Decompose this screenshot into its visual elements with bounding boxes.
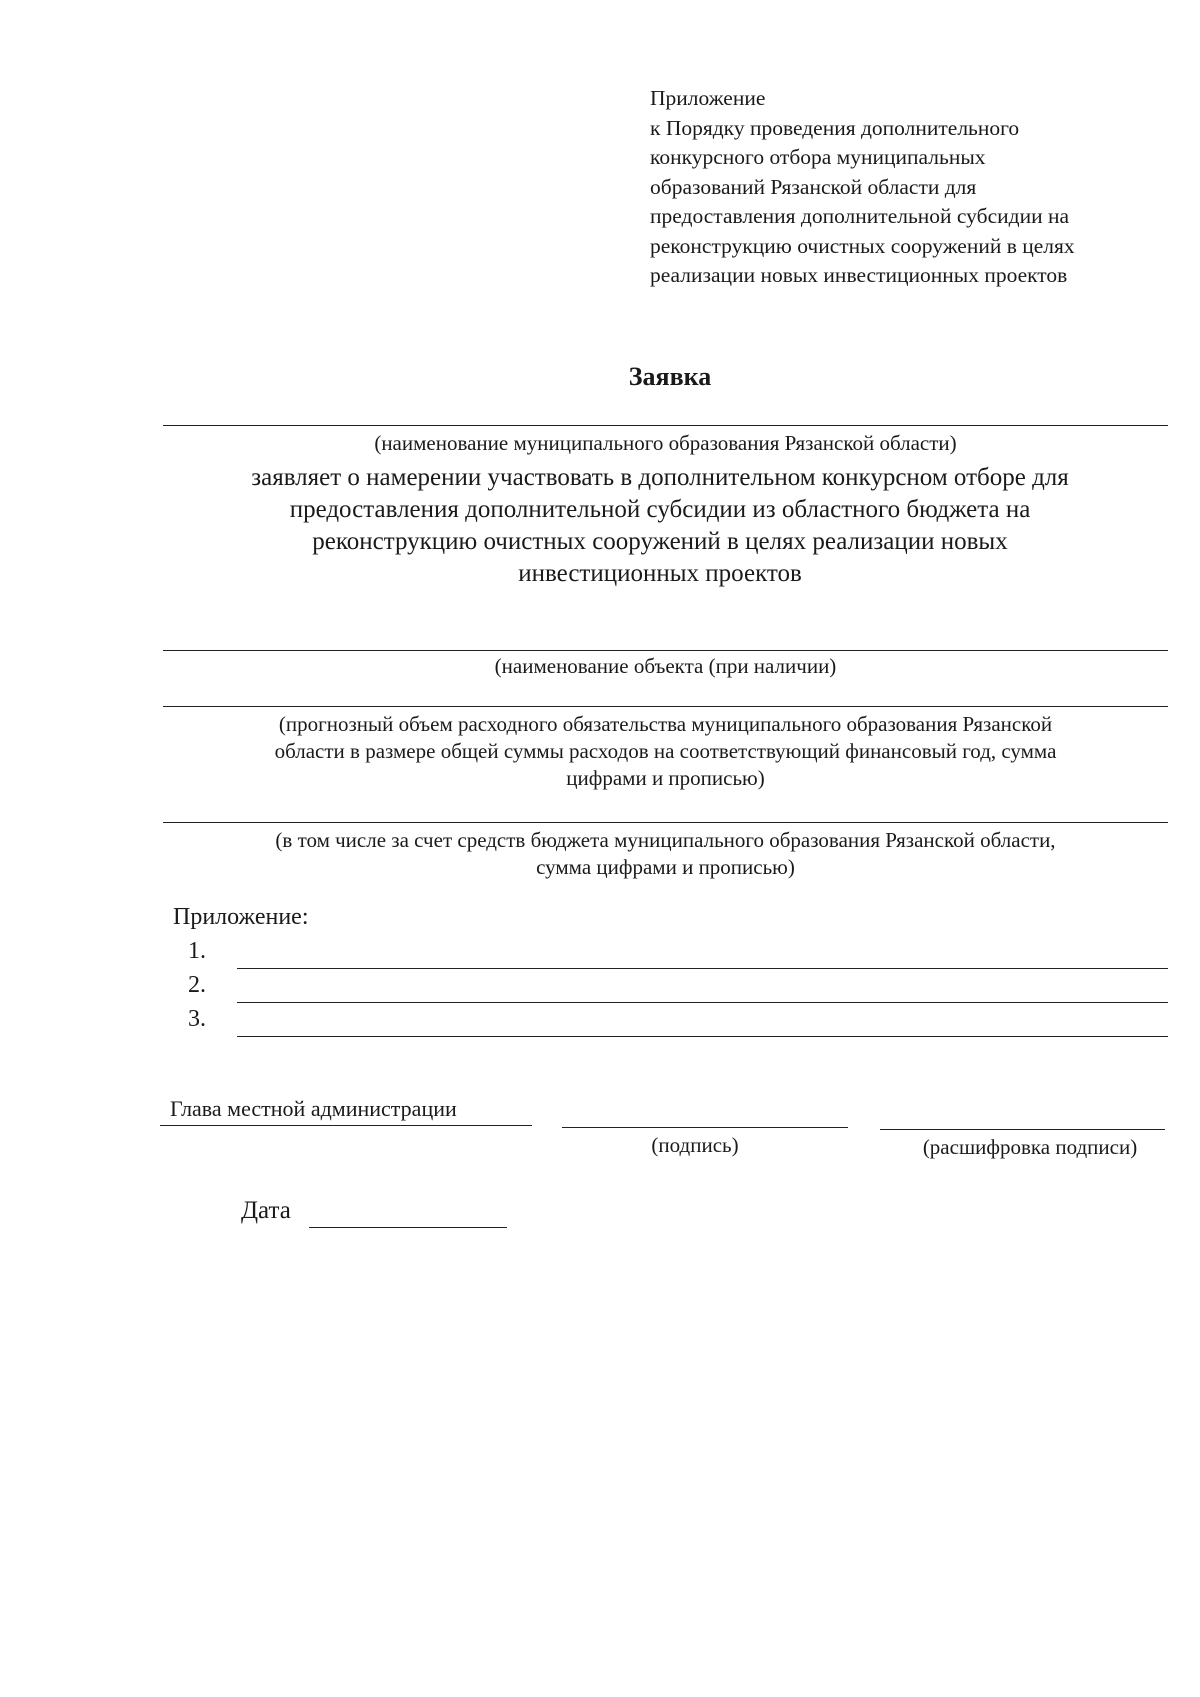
obligation-caption-line: цифрами и прописью)	[566, 766, 765, 790]
appendix-line: к Порядку проведения дополнительного	[650, 115, 1020, 140]
object-caption: (наименование объекта (при наличии)	[494, 654, 837, 678]
head-label-underline	[160, 1125, 532, 1126]
budget-caption	[163, 827, 1168, 881]
attachment-number: 1.	[188, 938, 206, 964]
document-title: Заявка	[628, 362, 712, 391]
attachment-line-2	[237, 1002, 1168, 1003]
attachment-number: 3.	[188, 1006, 206, 1032]
budget-field-line	[163, 822, 1168, 823]
statement-line: предоставления дополнительной субсидии из областного бюджета на	[289, 496, 1031, 523]
date-label: Дата	[241, 1197, 291, 1224]
statement-line: заявляет о намерении участвовать в дополнительном конкурсном отборе для	[251, 464, 1069, 491]
head-label: Глава местной администрации	[170, 1096, 457, 1121]
appendix-line: реконструкцию очистных сооружений в целях	[650, 233, 1075, 258]
signature-caption: (подпись)	[651, 1133, 739, 1157]
statement-text	[130, 462, 1190, 590]
obligation-field-line	[163, 706, 1168, 707]
date-line	[309, 1227, 507, 1228]
obligation-caption	[163, 711, 1168, 792]
attachments-heading: Приложение:	[173, 904, 309, 930]
appendix-line: конкурсного отбора муниципальных	[650, 145, 986, 169]
attachment-line-3	[237, 1036, 1168, 1037]
appendix-line: предоставления дополнительной субсидии на	[650, 204, 1069, 228]
signature-line	[562, 1127, 848, 1128]
attachment-line-1	[237, 968, 1168, 969]
appendix-line: реализации новых инвестиционных проектов	[650, 263, 1068, 287]
statement-line: реконструкцию очистных сооружений в целях реализации новых	[312, 528, 1008, 555]
appendix-line: Приложение	[650, 86, 766, 110]
appendix-header	[650, 84, 1170, 291]
obligation-caption-line: (прогнозный объем расходного обязательства муниципального образования Рязанской	[278, 712, 1053, 736]
object-field-line	[163, 650, 1168, 651]
decoding-line	[880, 1129, 1165, 1130]
decoding-caption: (расшифровка подписи)	[922, 1135, 1138, 1159]
statement-line: инвестиционных проектов	[518, 560, 802, 587]
budget-caption-line: (в том числе за счет средств бюджета муниципального образования Рязанской области,	[275, 828, 1056, 852]
appendix-line: образований Рязанской области для	[650, 174, 977, 199]
budget-caption-line: сумма цифрами и прописью)	[536, 855, 795, 879]
obligation-caption-line: области в размере общей суммы расходов на соответствующий финансовый год, сумма	[274, 739, 1057, 763]
attachment-number: 2.	[188, 972, 206, 998]
municipality-caption: (наименование муниципального образования Рязанской области)	[374, 431, 957, 455]
municipality-field-line	[163, 425, 1168, 426]
